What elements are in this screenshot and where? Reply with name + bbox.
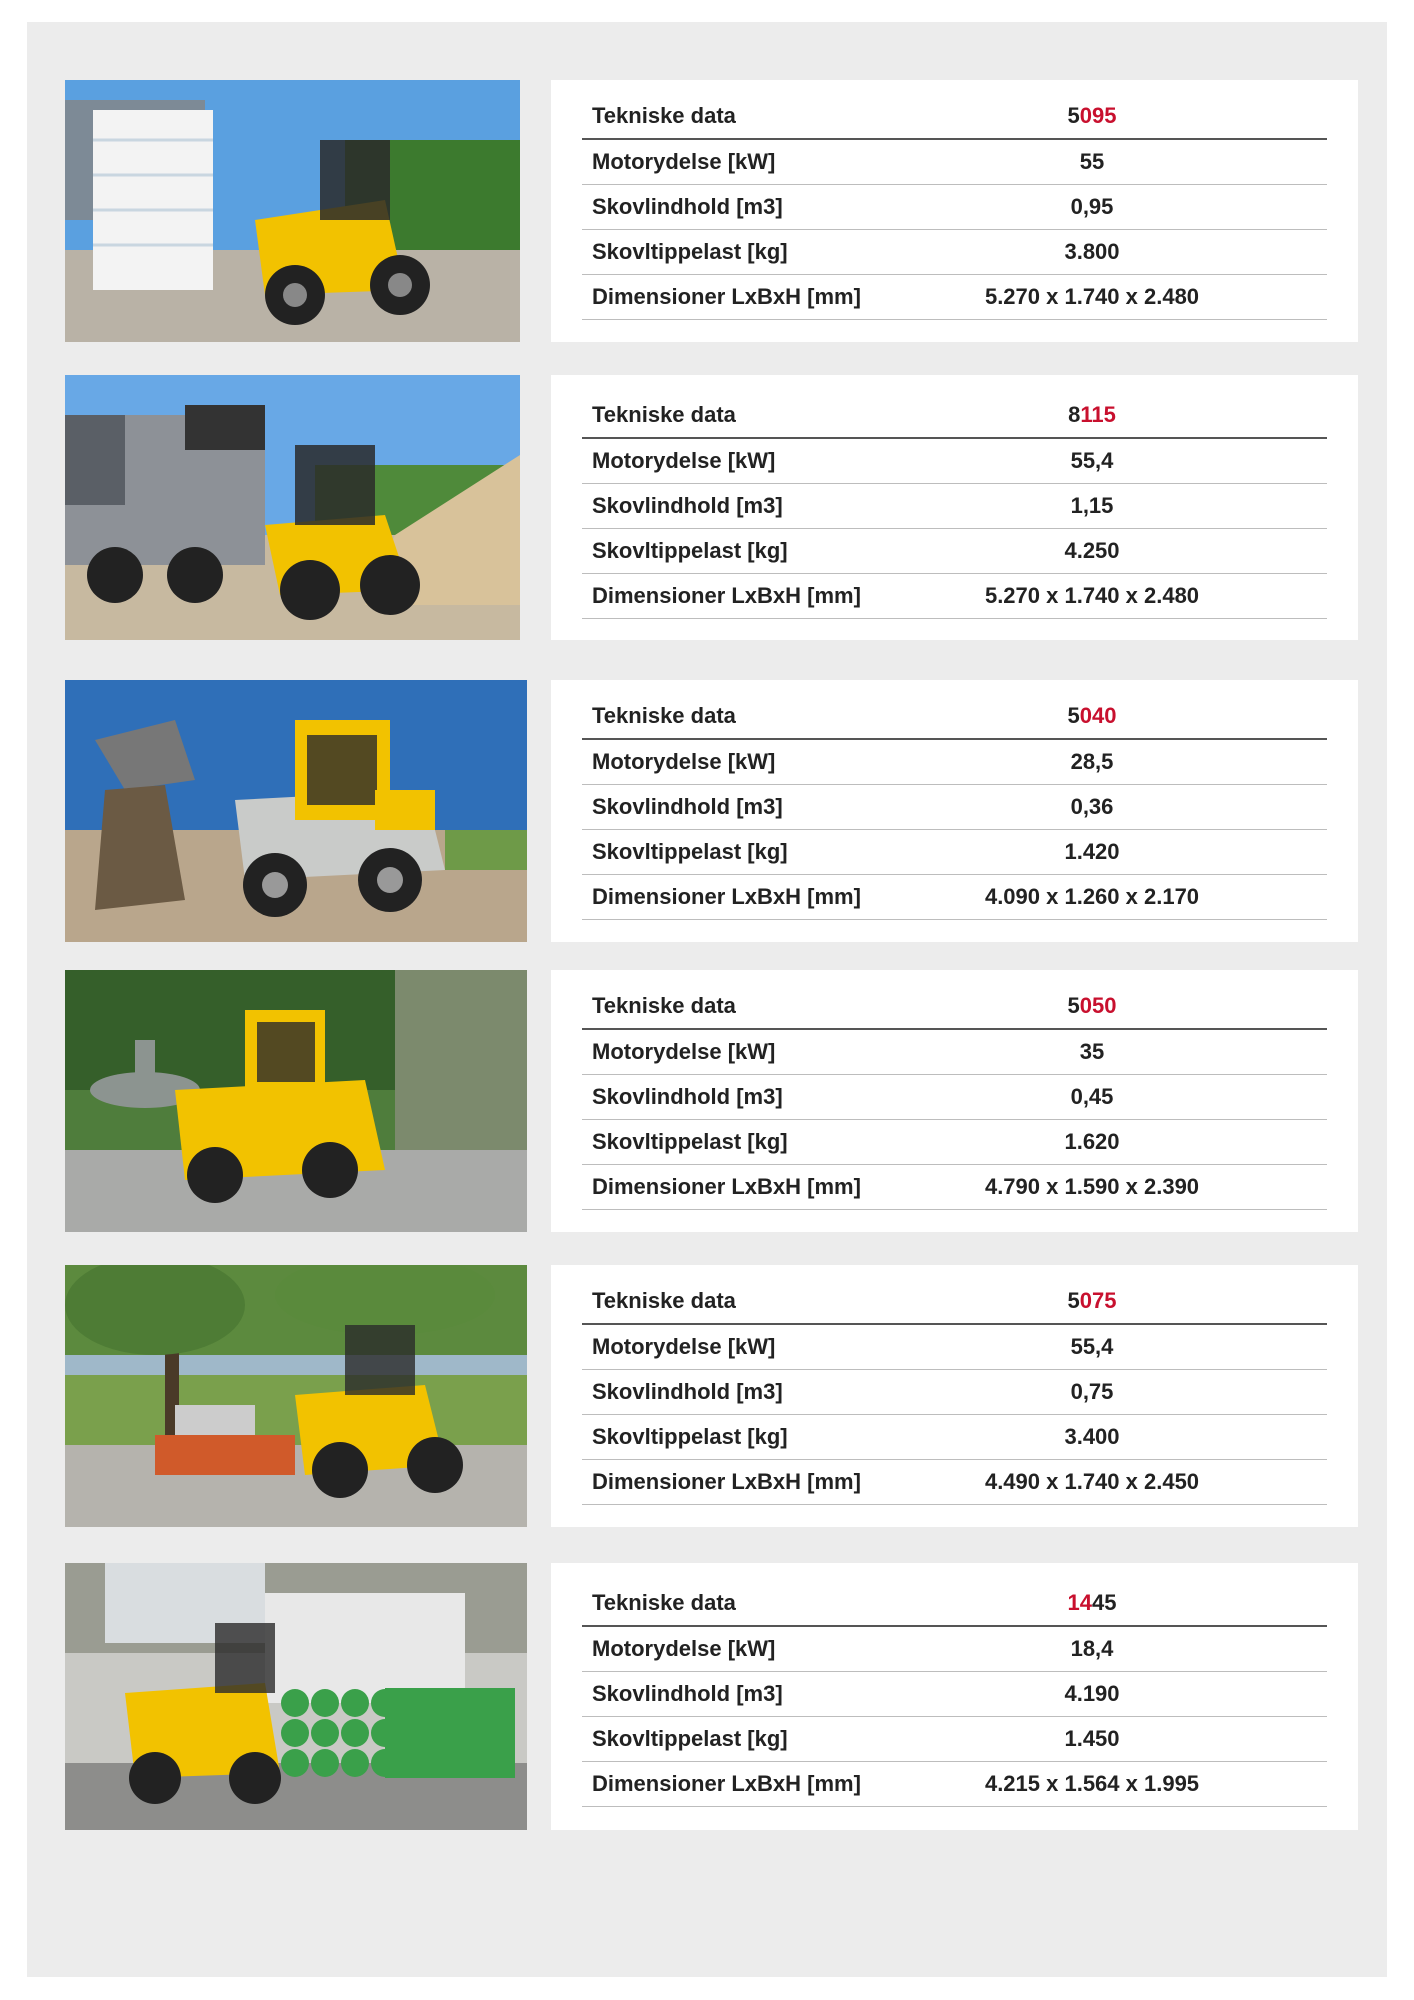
product-photo-loader-truck: [65, 375, 520, 640]
spec-header-row: [582, 984, 1327, 1029]
spec-card: [551, 80, 1358, 342]
spec-header-row: [582, 94, 1327, 139]
spec-row-tipping: Skovltippelast [kg] 1.420: [582, 830, 1327, 875]
spec-row-dimensions: Dimensioner LxBxH [mm] 5.270 x 1.740 x 2.480: [582, 574, 1327, 619]
spec-table: [582, 393, 1327, 619]
spec-table: [582, 1279, 1327, 1505]
spec-table: [582, 984, 1327, 1210]
spec-row-dimensions: Dimensioner LxBxH [mm] 4.215 x 1.564 x 1.995: [582, 1762, 1327, 1807]
spec-header-label: Tekniske data: [582, 393, 962, 438]
spec-header-row: [582, 1581, 1327, 1626]
spec-row-dimensions: Dimensioner LxBxH [mm] 5.270 x 1.740 x 2.480: [582, 275, 1327, 320]
spec-card: [551, 970, 1358, 1232]
spec-card: [551, 1563, 1358, 1830]
spec-card: [551, 375, 1358, 640]
spec-row-tipping: Skovltippelast [kg] 4.250: [582, 529, 1327, 574]
product-photo-loader-gravel: [65, 680, 527, 942]
spec-header-row: [582, 694, 1327, 739]
spec-row-bucket: Skovlindhold [m3] 0,36: [582, 785, 1327, 830]
model-number: 5040: [1067, 703, 1117, 728]
spec-row-power: Motorydelse [kW] 28,5: [582, 739, 1327, 785]
spec-row-power: Motorydelse [kW] 18,4: [582, 1626, 1327, 1672]
spec-row-power: Motorydelse [kW] 35: [582, 1029, 1327, 1075]
spec-row-bucket: Skovlindhold [m3] 0,45: [582, 1075, 1327, 1120]
model-number: 1445: [1067, 1590, 1117, 1615]
model-number: 5075: [1067, 1288, 1117, 1313]
spec-row-bucket: Skovlindhold [m3] 1,15: [582, 484, 1327, 529]
spec-header-label: Tekniske data: [582, 1279, 962, 1324]
spec-row-power: Motorydelse [kW] 55: [582, 139, 1327, 185]
spec-row-tipping: Skovltippelast [kg] 3.800: [582, 230, 1327, 275]
spec-row-tipping: Skovltippelast [kg] 1.450: [582, 1717, 1327, 1762]
spec-row-tipping: Skovltippelast [kg] 3.400: [582, 1415, 1327, 1460]
spec-row-tipping: Skovltippelast [kg] 1.620: [582, 1120, 1327, 1165]
spec-row-dimensions: Dimensioner LxBxH [mm] 4.090 x 1.260 x 2.170: [582, 875, 1327, 920]
spec-header-label: Tekniske data: [582, 1581, 962, 1626]
spec-row-bucket: Skovlindhold [m3] 4.190: [582, 1672, 1327, 1717]
model-number: 8115: [1068, 402, 1116, 427]
product-photo-telehandler-pipes: [65, 1563, 527, 1830]
spec-table: [582, 94, 1327, 320]
spec-header-label: Tekniske data: [582, 94, 962, 139]
spec-row-dimensions: Dimensioner LxBxH [mm] 4.790 x 1.590 x 2.390: [582, 1165, 1327, 1210]
spec-header-row: [582, 393, 1327, 438]
spec-row-dimensions: Dimensioner LxBxH [mm] 4.490 x 1.740 x 2.450: [582, 1460, 1327, 1505]
product-photo-loader-pallet: [65, 80, 520, 342]
spec-header-label: Tekniske data: [582, 984, 962, 1029]
spec-row-power: Motorydelse [kW] 55,4: [582, 438, 1327, 484]
spec-table: [582, 694, 1327, 920]
spec-header-row: [582, 1279, 1327, 1324]
product-photo-loader-sweeper: [65, 1265, 527, 1527]
spec-card: [551, 680, 1358, 942]
product-photo-loader-garden: [65, 970, 527, 1232]
spec-row-power: Motorydelse [kW] 55,4: [582, 1324, 1327, 1370]
spec-header-label: Tekniske data: [582, 694, 962, 739]
spec-table: [582, 1581, 1327, 1807]
spec-row-bucket: Skovlindhold [m3] 0,95: [582, 185, 1327, 230]
spec-row-bucket: Skovlindhold [m3] 0,75: [582, 1370, 1327, 1415]
model-number: 5050: [1067, 993, 1117, 1018]
model-number: 5095: [1067, 103, 1117, 128]
spec-card: [551, 1265, 1358, 1527]
